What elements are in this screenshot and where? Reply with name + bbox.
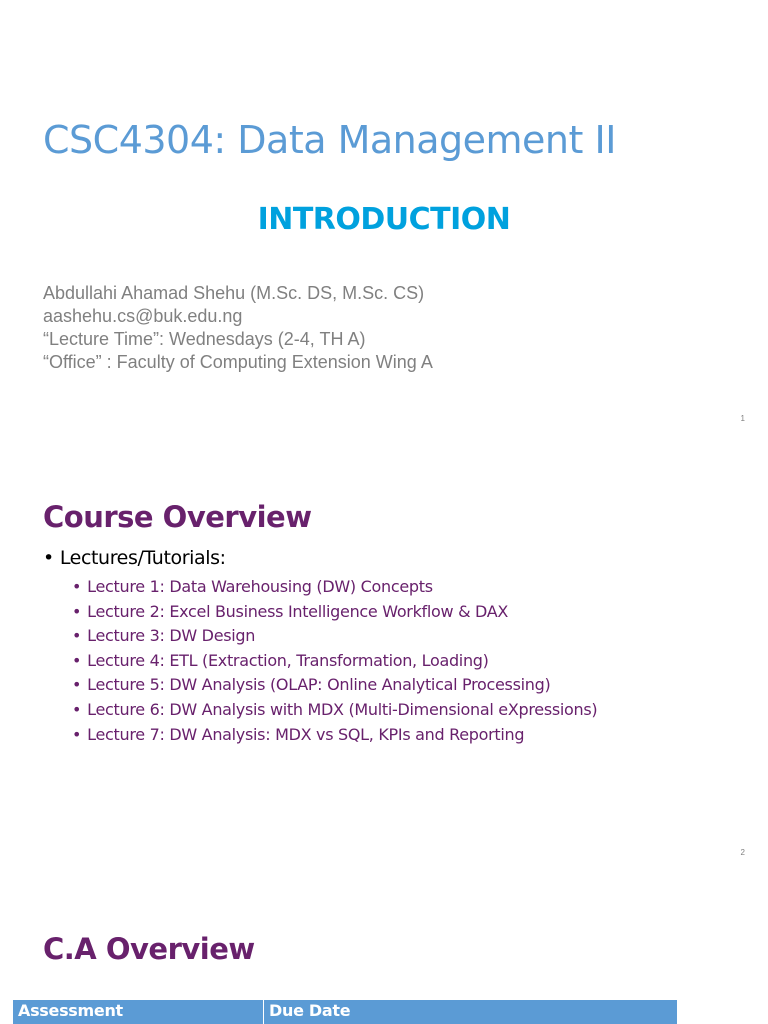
lecturer-email: aashehu.cs@buk.edu.ng (43, 306, 243, 326)
bullet-icon: • (72, 601, 82, 621)
lecture-text: Lecture 4: ETL (Extraction, Transformation, Loading) (87, 650, 489, 670)
lecturer-info (43, 282, 433, 374)
list-item (72, 673, 597, 698)
slide-subtitle: INTRODUCTION (257, 202, 511, 237)
column-header-assessment: Assessment (13, 1000, 264, 1024)
list-item (72, 600, 597, 625)
bullet-icon: • (72, 650, 82, 670)
column-header-due-date: Due Date (269, 1001, 351, 1020)
bullet-icon: • (72, 724, 82, 744)
list-item (72, 624, 597, 649)
lecture-text: Lecture 6: DW Analysis with MDX (Multi-Dimensional eXpressions) (87, 699, 598, 719)
page-number: 2 (740, 848, 745, 857)
lecturer-name: Abdullahi Ahamad Shehu (M.Sc. DS, M.Sc. CS) (43, 283, 425, 303)
lecture-text: Lecture 5: DW Analysis (OLAP: Online Analytical Processing) (87, 675, 551, 695)
bullet-item (43, 547, 226, 569)
lecture-text: Lecture 2: Excel Business Intelligence Workflow & DAX (87, 601, 509, 621)
list-item (72, 575, 597, 600)
bullet-icon: • (43, 547, 54, 569)
lecture-text: Lecture 7: DW Analysis: MDX vs SQL, KPIs and Reporting (87, 724, 525, 744)
slide-title: C.A Overview (43, 932, 255, 966)
slide-3 (0, 868, 768, 1024)
bullet-icon: • (72, 675, 82, 695)
lecture-text: Lecture 1: Data Warehousing (DW) Concepts (87, 577, 433, 596)
slide-title: Course Overview (43, 500, 312, 534)
lecture-time: “Lecture Time”: Wednesdays (2-4, TH A) (43, 329, 366, 349)
bullet-icon: • (72, 626, 82, 646)
bullet-icon: • (72, 577, 82, 596)
bullet-icon: • (72, 699, 82, 719)
slide-1 (0, 0, 768, 434)
lecture-text: Lecture 3: DW Design (87, 626, 256, 646)
lecture-list (72, 575, 597, 747)
slide-title: CSC4304: Data Management II (43, 118, 616, 162)
page-number: 1 (740, 414, 745, 423)
list-item (72, 649, 597, 674)
list-item (72, 723, 597, 748)
office-location: “Office” : Faculty of Computing Extension Wing A (43, 352, 433, 372)
list-item (72, 698, 597, 723)
assessment-table-header (13, 1000, 677, 1024)
slide-2 (0, 434, 768, 868)
bullet-text: Lectures/Tutorials: (59, 547, 226, 569)
